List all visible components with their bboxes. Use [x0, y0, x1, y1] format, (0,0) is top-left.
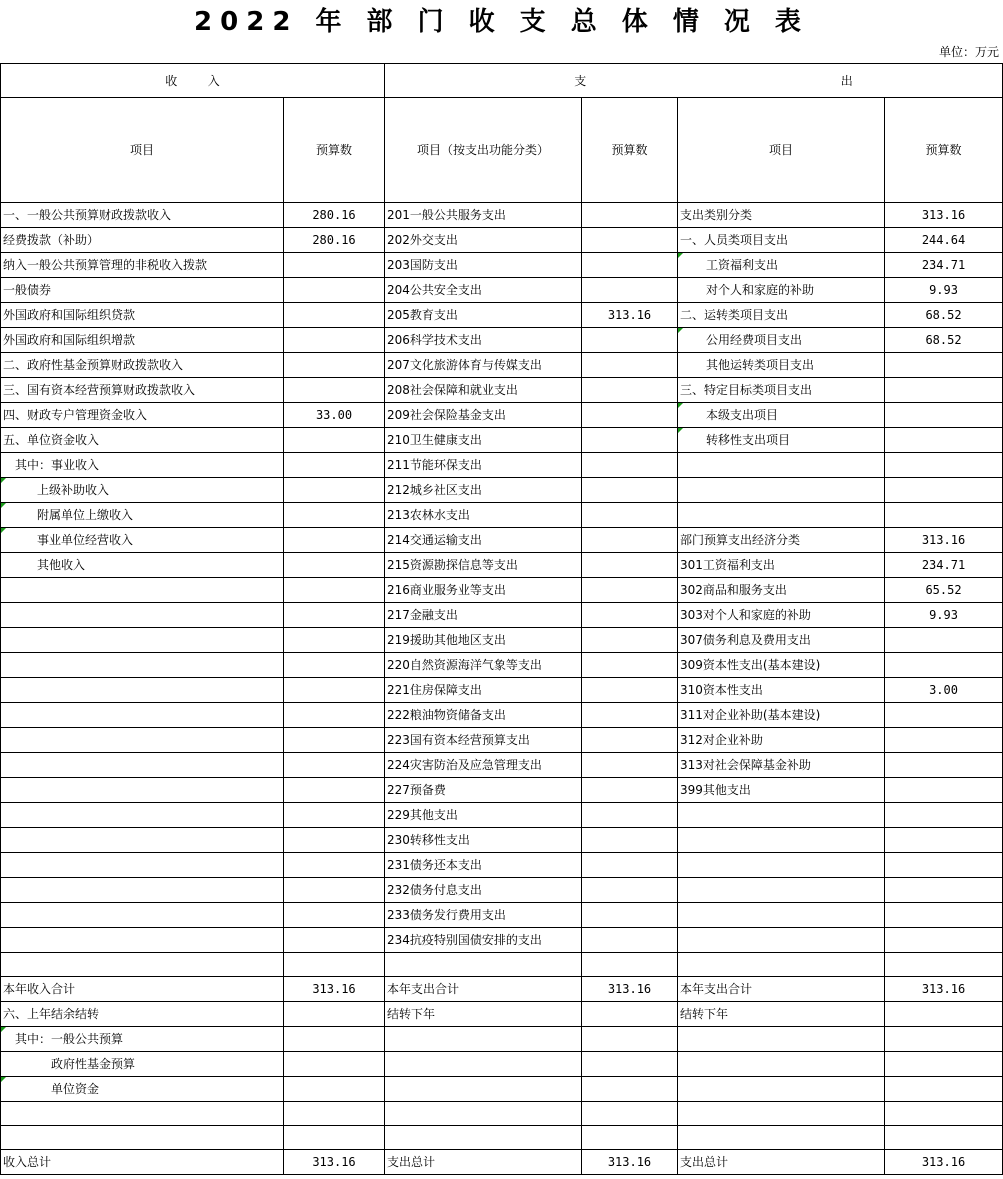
income-budget-cell	[284, 503, 385, 528]
table-row	[1, 378, 1003, 403]
income-budget-cell	[284, 428, 385, 453]
table-row	[1, 878, 1003, 903]
func-budget-cell	[582, 203, 678, 228]
expense-budget-cell: 313.16	[885, 203, 1003, 228]
func-budget-cell	[582, 753, 678, 778]
income-budget-cell	[284, 1002, 385, 1027]
func-budget-cell: 313.16	[582, 303, 678, 328]
table-row	[1, 703, 1003, 728]
table-row	[1, 1077, 1003, 1102]
expense-budget-cell	[885, 403, 1003, 428]
expense-item-cell: 转移性支出项目	[678, 428, 885, 453]
func-budget-cell	[582, 403, 678, 428]
table-row	[1, 1126, 1003, 1150]
income-item-cell	[1, 603, 284, 628]
expense-item-cell: 312对企业补助	[678, 728, 885, 753]
income-item-cell	[1, 903, 284, 928]
expense-item-cell: 310资本性支出	[678, 678, 885, 703]
func-budget-cell	[582, 1102, 678, 1126]
col-header-income-item: 项目	[1, 98, 284, 203]
func-item-cell: 204公共安全支出	[385, 278, 582, 303]
func-item-cell: 230转移性支出	[385, 828, 582, 853]
income-item-cell	[1, 878, 284, 903]
income-budget-cell	[284, 353, 385, 378]
expense-budget-cell: 65.52	[885, 578, 1003, 603]
table-row	[1, 928, 1003, 953]
func-item-cell: 231债务还本支出	[385, 853, 582, 878]
table-row	[1, 728, 1003, 753]
func-item-cell: 本年支出合计	[385, 977, 582, 1002]
table-row	[1, 628, 1003, 653]
expense-item-cell: 工资福利支出	[678, 253, 885, 278]
func-budget-cell	[582, 778, 678, 803]
func-budget-cell	[582, 528, 678, 553]
expense-item-cell	[678, 853, 885, 878]
income-budget-cell	[284, 253, 385, 278]
func-item-cell: 220自然资源海洋气象等支出	[385, 653, 582, 678]
income-item-cell	[1, 778, 284, 803]
income-item-cell	[1, 703, 284, 728]
expense-budget-cell: 313.16	[885, 977, 1003, 1002]
expense-budget-cell	[885, 878, 1003, 903]
func-item-cell: 支出总计	[385, 1150, 582, 1175]
expense-item-cell	[678, 803, 885, 828]
func-budget-cell	[582, 1052, 678, 1077]
func-budget-cell	[582, 878, 678, 903]
func-budget-cell	[582, 1002, 678, 1027]
func-item-cell: 217金融支出	[385, 603, 582, 628]
income-budget-cell	[284, 678, 385, 703]
income-item-cell: 其中：事业收入	[1, 453, 284, 478]
income-item-cell: 其他收入	[1, 553, 284, 578]
func-budget-cell: 313.16	[582, 1150, 678, 1175]
income-budget-cell: 33.00	[284, 403, 385, 428]
income-budget-cell	[284, 928, 385, 953]
expense-budget-cell	[885, 1027, 1003, 1052]
expense-budget-cell	[885, 1052, 1003, 1077]
func-budget-cell	[582, 1126, 678, 1150]
table-row	[1, 578, 1003, 603]
func-item-cell: 215资源勘探信息等支出	[385, 553, 582, 578]
func-item-cell: 211节能环保支出	[385, 453, 582, 478]
expense-item-cell	[678, 953, 885, 977]
expense-item-cell: 301工资福利支出	[678, 553, 885, 578]
func-item-cell: 206科学技术支出	[385, 328, 582, 353]
expense-item-cell: 二、运转类项目支出	[678, 303, 885, 328]
income-budget-cell	[284, 953, 385, 977]
table-header-row-1	[1, 64, 1003, 98]
expense-budget-cell	[885, 853, 1003, 878]
expense-budget-cell: 9.93	[885, 278, 1003, 303]
income-budget-cell	[284, 828, 385, 853]
func-item-cell: 210卫生健康支出	[385, 428, 582, 453]
expense-item-cell	[678, 453, 885, 478]
income-item-cell	[1, 753, 284, 778]
income-item-cell: 五、单位资金收入	[1, 428, 284, 453]
table-row	[1, 977, 1003, 1002]
expense-item-cell	[678, 828, 885, 853]
func-item-cell: 222粮油物资储备支出	[385, 703, 582, 728]
expense-item-cell: 本级支出项目	[678, 403, 885, 428]
income-budget-cell	[284, 553, 385, 578]
func-item-cell	[385, 1126, 582, 1150]
func-item-cell: 234抗疫特别国债安排的支出	[385, 928, 582, 953]
expense-item-cell: 一、人员类项目支出	[678, 228, 885, 253]
expense-item-cell	[678, 478, 885, 503]
expense-item-cell	[678, 903, 885, 928]
func-item-cell: 213农林水支出	[385, 503, 582, 528]
func-budget-cell	[582, 1077, 678, 1102]
expense-budget-cell	[885, 728, 1003, 753]
func-budget-cell	[582, 928, 678, 953]
expense-item-cell	[678, 878, 885, 903]
func-budget-cell	[582, 803, 678, 828]
table-row	[1, 1052, 1003, 1077]
table-row	[1, 253, 1003, 278]
income-budget-cell	[284, 378, 385, 403]
expense-budget-cell	[885, 828, 1003, 853]
income-item-cell	[1, 728, 284, 753]
income-budget-cell	[284, 878, 385, 903]
expense-budget-cell: 244.64	[885, 228, 1003, 253]
income-budget-cell: 280.16	[284, 203, 385, 228]
table-row	[1, 753, 1003, 778]
table-row	[1, 478, 1003, 503]
expense-budget-cell	[885, 778, 1003, 803]
func-budget-cell	[582, 828, 678, 853]
income-item-cell	[1, 653, 284, 678]
expense-budget-cell: 313.16	[885, 528, 1003, 553]
income-item-cell: 其中：一般公共预算	[1, 1027, 284, 1052]
func-budget-cell	[582, 953, 678, 977]
income-budget-cell	[284, 653, 385, 678]
func-budget-cell	[582, 428, 678, 453]
expense-budget-cell	[885, 1002, 1003, 1027]
income-item-cell	[1, 628, 284, 653]
func-item-cell: 214交通运输支出	[385, 528, 582, 553]
income-budget-cell	[284, 1027, 385, 1052]
expense-budget-cell	[885, 753, 1003, 778]
expense-budget-cell: 313.16	[885, 1150, 1003, 1175]
table-row	[1, 203, 1003, 228]
table-row	[1, 503, 1003, 528]
table-row	[1, 1002, 1003, 1027]
income-budget-cell: 280.16	[284, 228, 385, 253]
income-item-cell	[1, 678, 284, 703]
income-item-cell	[1, 853, 284, 878]
income-item-cell: 六、上年结余结转	[1, 1002, 284, 1027]
func-budget-cell	[582, 578, 678, 603]
expense-budget-cell	[885, 1102, 1003, 1126]
table-row	[1, 678, 1003, 703]
func-budget-cell	[582, 253, 678, 278]
expense-budget-cell: 68.52	[885, 303, 1003, 328]
income-budget-cell	[284, 853, 385, 878]
income-budget-cell	[284, 328, 385, 353]
table-row	[1, 403, 1003, 428]
expense-budget-cell	[885, 428, 1003, 453]
func-budget-cell	[582, 903, 678, 928]
income-budget-cell	[284, 728, 385, 753]
col-header-income-budget: 预算数	[284, 98, 385, 203]
income-item-cell	[1, 828, 284, 853]
expense-item-cell: 对个人和家庭的补助	[678, 278, 885, 303]
expense-item-cell: 303对个人和家庭的补助	[678, 603, 885, 628]
table-row	[1, 1102, 1003, 1126]
func-budget-cell	[582, 703, 678, 728]
func-budget-cell	[582, 378, 678, 403]
income-item-cell	[1, 953, 284, 977]
table-row	[1, 603, 1003, 628]
func-budget-cell	[582, 503, 678, 528]
func-budget-cell	[582, 1027, 678, 1052]
table-row	[1, 528, 1003, 553]
func-budget-cell: 313.16	[582, 977, 678, 1002]
func-item-cell	[385, 1052, 582, 1077]
expense-item-cell: 结转下年	[678, 1002, 885, 1027]
income-item-cell: 四、财政专户管理资金收入	[1, 403, 284, 428]
func-item-cell	[385, 1102, 582, 1126]
expense-item-cell: 公用经费项目支出	[678, 328, 885, 353]
income-item-cell: 经费拨款（补助）	[1, 228, 284, 253]
income-item-cell: 政府性基金预算	[1, 1052, 284, 1077]
income-budget-cell	[284, 628, 385, 653]
table-row	[1, 328, 1003, 353]
expense-item-cell: 313对社会保障基金补助	[678, 753, 885, 778]
table-row	[1, 953, 1003, 977]
expense-item-cell: 311对企业补助(基本建设)	[678, 703, 885, 728]
expense-item-cell	[678, 1102, 885, 1126]
income-item-cell: 三、国有资本经营预算财政拨款收入	[1, 378, 284, 403]
table-row	[1, 228, 1003, 253]
income-item-cell: 单位资金	[1, 1077, 284, 1102]
func-item-cell: 205教育支出	[385, 303, 582, 328]
income-item-cell	[1, 928, 284, 953]
expense-budget-cell	[885, 378, 1003, 403]
func-item-cell: 209社会保险基金支出	[385, 403, 582, 428]
expense-budget-cell	[885, 653, 1003, 678]
func-item-cell: 208社会保障和就业支出	[385, 378, 582, 403]
income-budget-cell	[284, 528, 385, 553]
income-item-cell: 一、一般公共预算财政拨款收入	[1, 203, 284, 228]
budget-table	[0, 63, 1003, 1175]
table-row	[1, 428, 1003, 453]
expense-header-left: 支	[574, 73, 587, 88]
expense-item-cell	[678, 1077, 885, 1102]
expense-item-cell: 支出总计	[678, 1150, 885, 1175]
table-row	[1, 653, 1003, 678]
col-header-item: 项目	[678, 98, 885, 203]
func-budget-cell	[582, 603, 678, 628]
expense-budget-cell: 68.52	[885, 328, 1003, 353]
income-budget-cell	[284, 603, 385, 628]
expense-header	[385, 64, 1003, 98]
expense-budget-cell: 234.71	[885, 253, 1003, 278]
col-header-func-item: 项目（按支出功能分类）	[385, 98, 582, 203]
table-header-row-2	[1, 98, 1003, 203]
func-item-cell: 207文化旅游体育与传媒支出	[385, 353, 582, 378]
func-budget-cell	[582, 653, 678, 678]
func-item-cell: 结转下年	[385, 1002, 582, 1027]
expense-item-cell	[678, 503, 885, 528]
income-budget-cell	[284, 778, 385, 803]
expense-budget-cell	[885, 353, 1003, 378]
expense-item-cell: 三、特定目标类项目支出	[678, 378, 885, 403]
func-budget-cell	[582, 453, 678, 478]
income-budget-cell	[284, 703, 385, 728]
expense-budget-cell: 3.00	[885, 678, 1003, 703]
func-item-cell: 223国有资本经营预算支出	[385, 728, 582, 753]
income-item-cell: 二、政府性基金预算财政拨款收入	[1, 353, 284, 378]
func-item-cell	[385, 1027, 582, 1052]
expense-budget-cell: 9.93	[885, 603, 1003, 628]
table-row	[1, 903, 1003, 928]
income-budget-cell: 313.16	[284, 1150, 385, 1175]
income-item-cell	[1, 1126, 284, 1150]
expense-item-cell: 本年支出合计	[678, 977, 885, 1002]
income-budget-cell	[284, 303, 385, 328]
expense-item-cell: 302商品和服务支出	[678, 578, 885, 603]
func-item-cell: 201一般公共服务支出	[385, 203, 582, 228]
expense-budget-cell	[885, 703, 1003, 728]
income-item-cell: 外国政府和国际组织贷款	[1, 303, 284, 328]
expense-item-cell	[678, 1126, 885, 1150]
income-item-cell: 附属单位上缴收入	[1, 503, 284, 528]
income-item-cell: 纳入一般公共预算管理的非税收入拨款	[1, 253, 284, 278]
func-budget-cell	[582, 278, 678, 303]
expense-budget-cell	[885, 1077, 1003, 1102]
income-item-cell: 本年收入合计	[1, 977, 284, 1002]
func-budget-cell	[582, 628, 678, 653]
income-budget-cell	[284, 478, 385, 503]
expense-budget-cell: 234.71	[885, 553, 1003, 578]
func-item-cell: 202外交支出	[385, 228, 582, 253]
expense-item-cell: 部门预算支出经济分类	[678, 528, 885, 553]
income-item-cell: 上级补助收入	[1, 478, 284, 503]
income-item-cell	[1, 803, 284, 828]
income-budget-cell	[284, 753, 385, 778]
func-budget-cell	[582, 728, 678, 753]
expense-item-cell	[678, 1027, 885, 1052]
func-item-cell: 203国防支出	[385, 253, 582, 278]
func-item-cell: 219援助其他地区支出	[385, 628, 582, 653]
table-row	[1, 553, 1003, 578]
expense-item-cell: 307债务利息及费用支出	[678, 628, 885, 653]
table-row	[1, 353, 1003, 378]
expense-item-cell: 309资本性支出(基本建设)	[678, 653, 885, 678]
income-budget-cell	[284, 1102, 385, 1126]
func-budget-cell	[582, 478, 678, 503]
income-budget-cell: 313.16	[284, 977, 385, 1002]
func-item-cell: 212城乡社区支出	[385, 478, 582, 503]
income-item-cell: 外国政府和国际组织增款	[1, 328, 284, 353]
expense-item-cell: 支出类别分类	[678, 203, 885, 228]
expense-item-cell	[678, 928, 885, 953]
table-row	[1, 453, 1003, 478]
func-item-cell: 229其他支出	[385, 803, 582, 828]
expense-header-right: 出	[840, 73, 853, 88]
func-item-cell: 216商业服务业等支出	[385, 578, 582, 603]
income-budget-cell	[284, 903, 385, 928]
table-row	[1, 803, 1003, 828]
func-budget-cell	[582, 678, 678, 703]
expense-budget-cell	[885, 803, 1003, 828]
expense-item-cell: 其他运转类项目支出	[678, 353, 885, 378]
table-row	[1, 828, 1003, 853]
income-budget-cell	[284, 453, 385, 478]
func-budget-cell	[582, 553, 678, 578]
income-budget-cell	[284, 1077, 385, 1102]
income-item-cell	[1, 578, 284, 603]
func-budget-cell	[582, 328, 678, 353]
func-item-cell: 233债务发行费用支出	[385, 903, 582, 928]
table-row	[1, 303, 1003, 328]
func-budget-cell	[582, 353, 678, 378]
income-budget-cell	[284, 803, 385, 828]
expense-budget-cell	[885, 628, 1003, 653]
income-budget-cell	[284, 1126, 385, 1150]
func-budget-cell	[582, 228, 678, 253]
table-row	[1, 853, 1003, 878]
income-header: 收 入	[1, 64, 385, 98]
income-budget-cell	[284, 1052, 385, 1077]
table-row	[1, 1027, 1003, 1052]
expense-budget-cell	[885, 953, 1003, 977]
func-budget-cell	[582, 853, 678, 878]
income-item-cell: 事业单位经营收入	[1, 528, 284, 553]
func-item-cell: 224灾害防治及应急管理支出	[385, 753, 582, 778]
table-row	[1, 778, 1003, 803]
expense-budget-cell	[885, 503, 1003, 528]
expense-budget-cell	[885, 928, 1003, 953]
expense-item-cell	[678, 1052, 885, 1077]
func-item-cell: 221住房保障支出	[385, 678, 582, 703]
table-row	[1, 278, 1003, 303]
expense-budget-cell	[885, 453, 1003, 478]
table-row	[1, 1150, 1003, 1175]
func-item-cell: 232债务付息支出	[385, 878, 582, 903]
expense-budget-cell	[885, 1126, 1003, 1150]
income-item-cell	[1, 1102, 284, 1126]
income-budget-cell	[284, 278, 385, 303]
income-item-cell: 收入总计	[1, 1150, 284, 1175]
func-item-cell: 227预备费	[385, 778, 582, 803]
income-budget-cell	[284, 578, 385, 603]
func-item-cell	[385, 1077, 582, 1102]
col-header-budget: 预算数	[885, 98, 1003, 203]
page-title: 2022 年 部 门 收 支 总 体 情 况 表	[194, 7, 809, 37]
func-item-cell	[385, 953, 582, 977]
expense-item-cell: 399其他支出	[678, 778, 885, 803]
col-header-func-budget: 预算数	[582, 98, 678, 203]
unit-label: 单位：万元	[938, 45, 999, 59]
expense-budget-cell	[885, 903, 1003, 928]
income-item-cell: 一般债券	[1, 278, 284, 303]
expense-budget-cell	[885, 478, 1003, 503]
